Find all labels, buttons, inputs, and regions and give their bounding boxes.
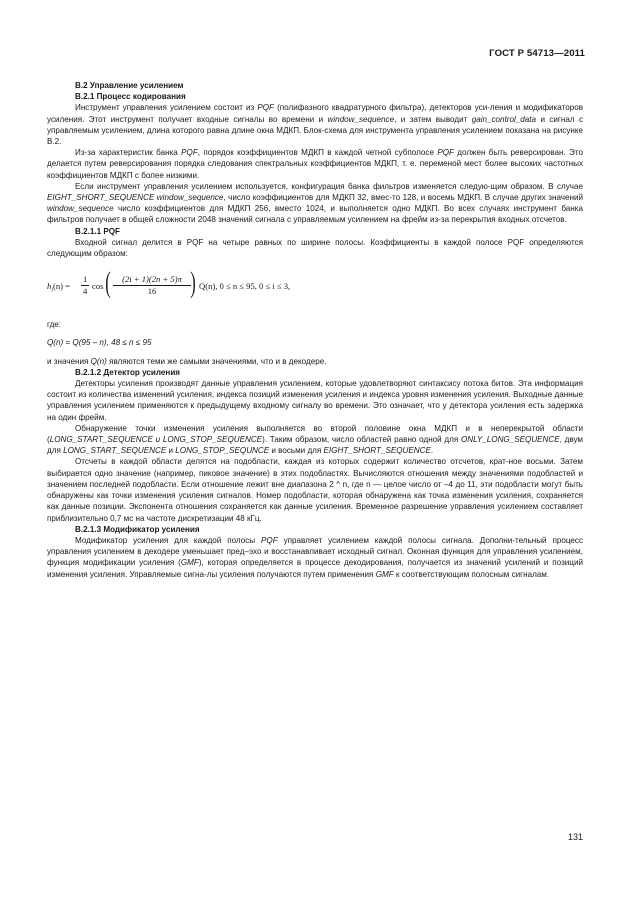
section-b21-title: В.2.1 Процесс кодирования — [75, 92, 186, 102]
formula-coefficient: $\frac{1}{4}$ — [83, 274, 88, 297]
q-definition: Q(n) = Q(95 – n), 48 ≤ n ≤ 95 — [47, 338, 152, 348]
standard-header: ГОСТ Р 54713—2011 — [489, 48, 585, 59]
section-b2-title: В.2 Управление усилением — [75, 81, 184, 90]
page-content — [47, 80, 583, 580]
q-values-note: и значения Q(n) являются теми же самыми значениями, что и в декодере. — [47, 356, 327, 366]
where-label: где: — [47, 320, 62, 330]
section-b211-title: В.2.1.1 PQF — [75, 226, 120, 236]
paragraph-b212-2: Обнаружение точки изменения усиления выполняется во второй половине окна МДКП и в неперекрытой области (LONG_START_SEQUENCE и LONG_STOP_SEQUENCE). Таким образом, число областей равно одной для ONLY_LONG_SEQUENCE, двум для LONG_START_SEQUENCE и LONG_STOP_SEQUNCE и восьми для EIGHT_SHORT_SEQUENCE. — [47, 423, 583, 456]
pqf-formula: $h_i(n)$ = $\frac{1}{4}$ cos ( $\frac{(2i + 1)(2n + 5)\pi}{16}$ ) Q(n), 0 ≤ n ≤ 95, 0 ≤ i ≤ 3, — [47, 266, 291, 300]
formula-argument: $\frac{(2i + 1)(2n + 5)\pi}{16}$ — [113, 274, 191, 297]
paragraph-b213-1: Модификатор усиления для каждой полосы PQF управляет усилением каждой полосы сигнала. Дополни-тельный процесс управления усилением в декодере уменьшает пред–эхо и восстанавливает исходный сигнал. Оконная функция для управления усилением, функция модификации усиления (GMF), которая определяется в процессе декодирования, получается из значений усилений и позиций изменения усиления. Управляемые сигна-лы усиления получаются путем применения GMF к соответствующим полосным сигналам. — [47, 535, 583, 579]
page-number: 131 — [567, 832, 583, 842]
formula-right-paren: ) — [190, 266, 196, 300]
paragraph-b212-3: Отсчеты в каждой области делятся на подобласти, каждая из которых содержит количество отсчетов, крат-ное восьми. Затем выбирается одно значение (например, пиковое значение) в этих подобластях. Вычисляются отношения между значениями подобластей и значением последней подобласти. Если отношение лежит вне диапазона 2 ^ n, где n — целое число от –4 до 11, эти подобласти могут быть обнаружены как точки изменения усиления сигналов. Номер подобласти, которая обнаружена как точка изменения усиления, сохраняется как данные позиции. Экспонента отношения сохраняется как данные усиления. Временное разрешение управления усилением составляет приблизительно 0,7 мс на частоте дискретизации 48 кГц. — [47, 457, 583, 523]
paragraph-b212-1: Детекторы усиления производят данные управления усилением, которые удовлетворяют синтаксису потока битов. Эта информация состоит из количества изменений усиления, индекса позиций изменения усиления и индекса уровня изменения усиления. Выходные данные управления усилением применяются к предыдущему входному сигналу во времени. Это означает, что у детектора усиления есть задержка на один фрейм. — [47, 379, 583, 422]
paragraph-b211-1: Входной сигнал делится в PQF на четыре равных по ширине полосы. Коэффициенты в каждой полосе PQF определяются следующим образом: — [47, 237, 583, 259]
formula-left-paren: ( — [105, 266, 111, 300]
paragraph-b21-2: Из-за характеристик банка PQF, порядок коэффициентов МДКП в каждой четной субполосе PQF должен быть реверсирован. Это делается путем реверсирования порядка следования спектральных коэффициентов МДКП, т. е. переменой мест более высоких частотных коэффициентов МДКП с более низкими. — [47, 148, 583, 180]
paragraph-b21-1: Инструмент управления усилением состоит из PQF (полифазного квадратурного фильтра), детекторов уси-ления и модификаторов усиления. Этот инструмент получает входные сигналы во времени и window_sequence, и затем выводит gain_control_data и сигнал с управляемым усилением, длина которого равна длине окна МДКП. Блок-схема для инструмента управления усилением показана на рисунке В.2. — [47, 103, 583, 147]
section-b213-title: В.2.1.3 Модификатор усиления — [75, 524, 200, 534]
paragraph-b21-3: Если инструмент управления усилением используется, конфигурация банка фильтров изменяется следую-щим образом. В случае EIGHT_SHORT_SEQUENCE window_sequence, число коэффициентов для МДКП 32, вмес-то 128, и восемь МДКП. В случае других значений window_sequence число коэффициентов для МДКП 256, вместо 1024, и выполняется одно МДКП. Во всех случаях инструмент банка фильтров получает в общей сложности 2048 значений сигнала с управляемым усилением на фрейм из-за перекрытия входных отсчетов. — [47, 181, 584, 225]
section-b212-title: В.2.1.2 Детектор усиления — [75, 367, 181, 377]
